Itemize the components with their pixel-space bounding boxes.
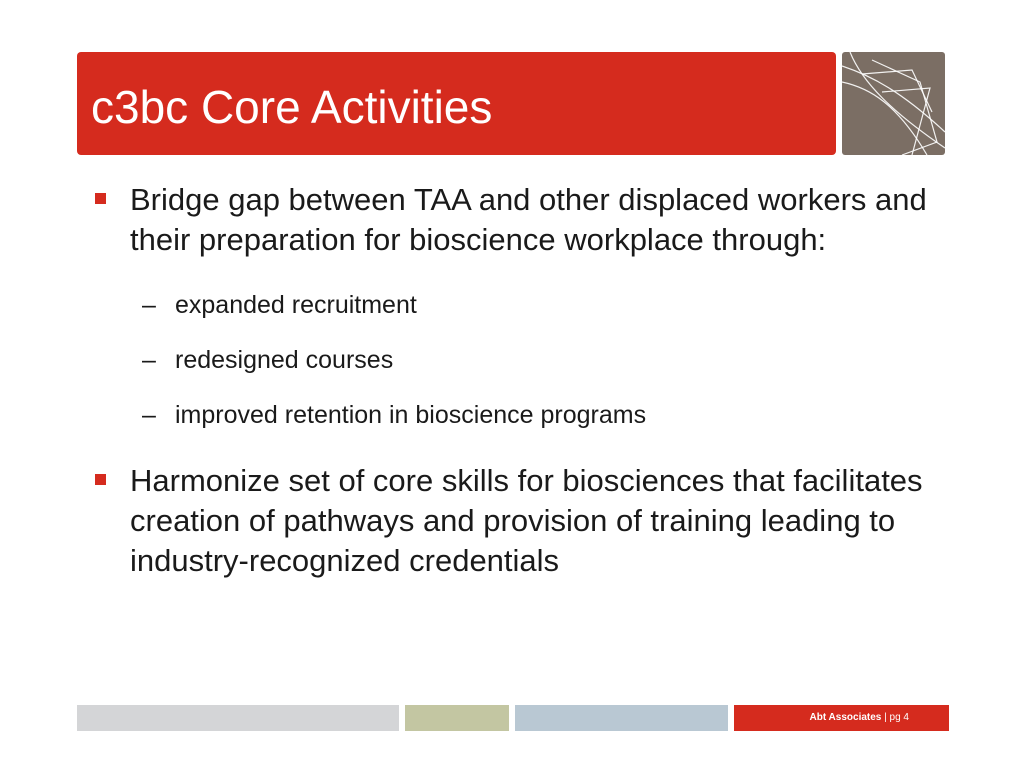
bullet-text: Harmonize set of core skills for biosciences that facilitates creation of pathways and provision of training leading to industry-recognized credentials [130, 463, 923, 578]
page-number: pg 4 [889, 712, 909, 723]
footer-segment-olive [405, 705, 509, 731]
sub-item-text: redesigned courses [175, 346, 394, 374]
footer-company: Abt Associates [809, 712, 882, 723]
sub-item-text: improved retention in bioscience programs [175, 401, 647, 429]
square-bullet-icon [95, 474, 106, 485]
sub-item-text: expanded recruitment [175, 291, 417, 319]
dash-marker: – [142, 401, 156, 429]
bullet-item [90, 461, 960, 581]
sub-item [90, 290, 960, 320]
sub-item [90, 345, 960, 375]
dash-marker: – [142, 346, 156, 374]
footer-segment-gray [77, 705, 399, 731]
slide-title: c3bc Core Activities [91, 81, 493, 133]
footer-label [809, 705, 909, 731]
title-bar [77, 52, 836, 155]
abt-lines-logo-icon [842, 52, 945, 155]
square-bullet-icon [95, 193, 106, 204]
dash-marker: – [142, 291, 156, 319]
bullet-text: Bridge gap between TAA and other displaced workers and their preparation for bioscience workplace through: [130, 182, 927, 257]
bullet-list [90, 180, 960, 581]
footer-segment-red [734, 705, 949, 731]
sub-item [90, 400, 960, 430]
bullet-item [90, 180, 960, 260]
footer-segment-blue [515, 705, 728, 731]
footer-separator: | [884, 712, 887, 723]
